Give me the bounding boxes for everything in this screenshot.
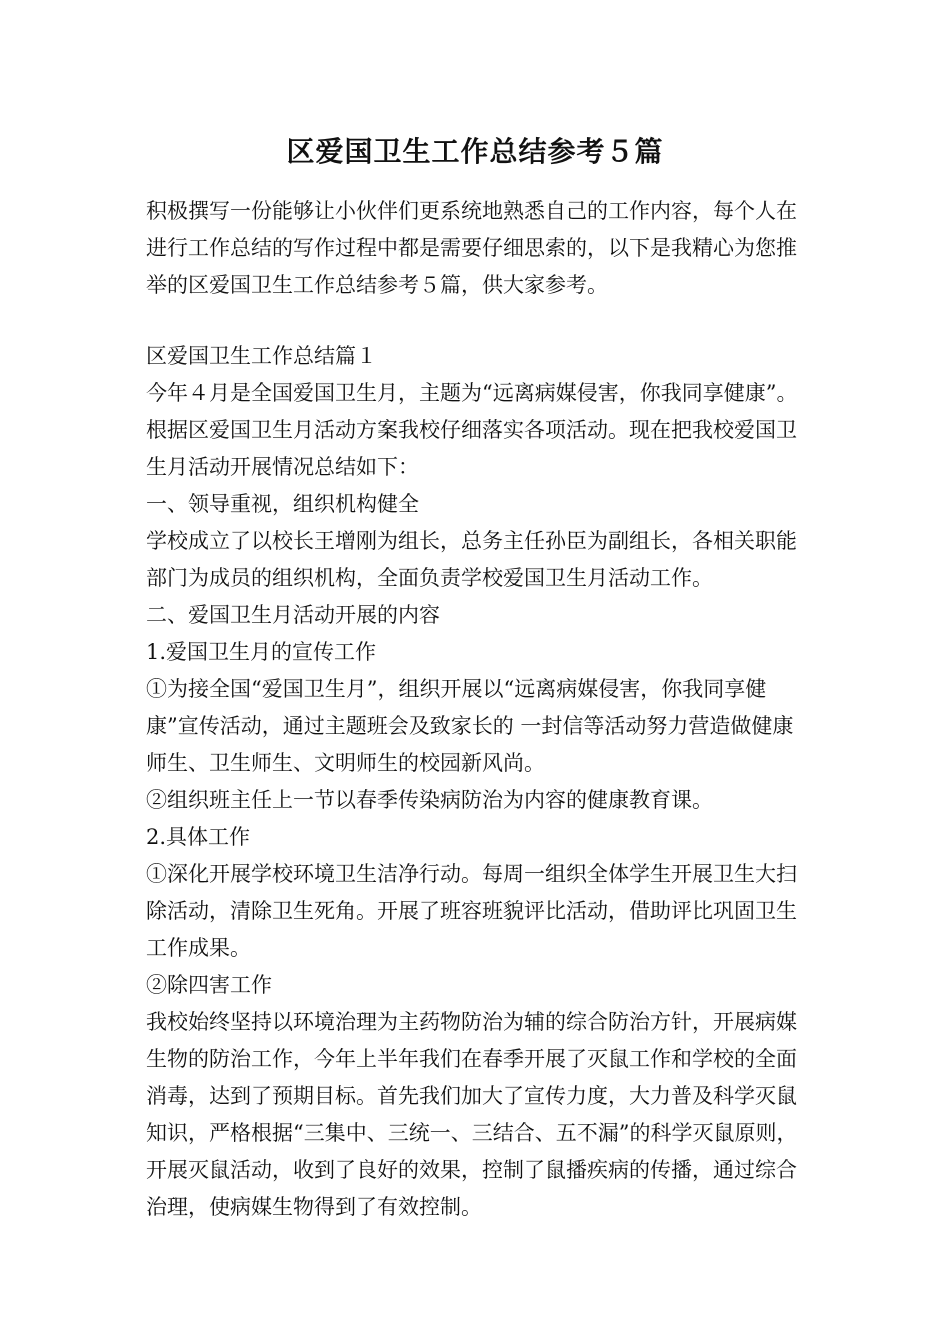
- subsection-heading: 1.爱国卫生月的宣传工作: [146, 640, 377, 664]
- intro-paragraph: 积极撰写一份能够让小伙伴们更系统地熟悉自己的工作内容，每个人在进行工作总结的写作过程中都是需要仔细思索的，以下是我精心为您推举的区爱国卫生工作总结参考５篇，供大家参考。: [146, 199, 797, 297]
- body-paragraph: 学校成立了以校长王增刚为组长，总务主任孙臣为副组长，各相关职能部门为成员的组织机构，全面负责学校爱国卫生月活动工作。: [146, 529, 797, 590]
- subsection-heading: ②除四害工作: [146, 973, 272, 997]
- body-paragraph: ①深化开展学校环境卫生洁净行动。每周一组织全体学生开展卫生大扫除活动，清除卫生死角。开展了班容班貌评比活动，借助评比巩固卫生工作成果。: [146, 862, 797, 960]
- body-paragraph: 我校始终坚持以环境治理为主药物防治为辅的综合防治方针，开展病媒生物的防治工作，今年上半年我们在春季开展了灭鼠工作和学校的全面消毒，达到了预期目标。首先我们加大了宣传力度，大力普及科学灭鼠知识，严格根据“三集中、三统一、三结合、五不漏”的科学灭鼠原则，开展灭鼠活动，收到了良好的效果，控制了鼠播疾病的传播，通过综合治理，使病媒生物得到了有效控制。: [146, 1010, 798, 1219]
- body-paragraph: 今年４月是全国爱国卫生月，主题为“远离病媒侵害，你我同享健康”。根据区爱国卫生月活动方案我校仔细落实各项活动。现在把我校爱国卫生月活动开展情况总结如下：: [146, 381, 798, 479]
- body-paragraph: ①为接全国“爱国卫生月”，组织开展以“远离病媒侵害，你我同享健康”宣传活动，通过主题班会及致家长的 一封信等活动努力营造做健康师生、卫生师生、文明师生的校园新风尚。: [146, 677, 794, 775]
- document-title: 区爱国卫生工作总结参考５篇: [286, 135, 664, 168]
- subsection-heading: 2.具体工作: [146, 825, 251, 849]
- section-heading-article-1: 区爱国卫生工作总结篇１: [146, 344, 377, 368]
- section-heading: 一、领导重视，组织机构健全: [146, 492, 419, 516]
- body-paragraph: ②组织班主任上一节以春季传染病防治为内容的健康教育课。: [146, 788, 713, 812]
- document-body: [146, 338, 806, 1226]
- section-heading: 二、爱国卫生月活动开展的内容: [146, 603, 440, 627]
